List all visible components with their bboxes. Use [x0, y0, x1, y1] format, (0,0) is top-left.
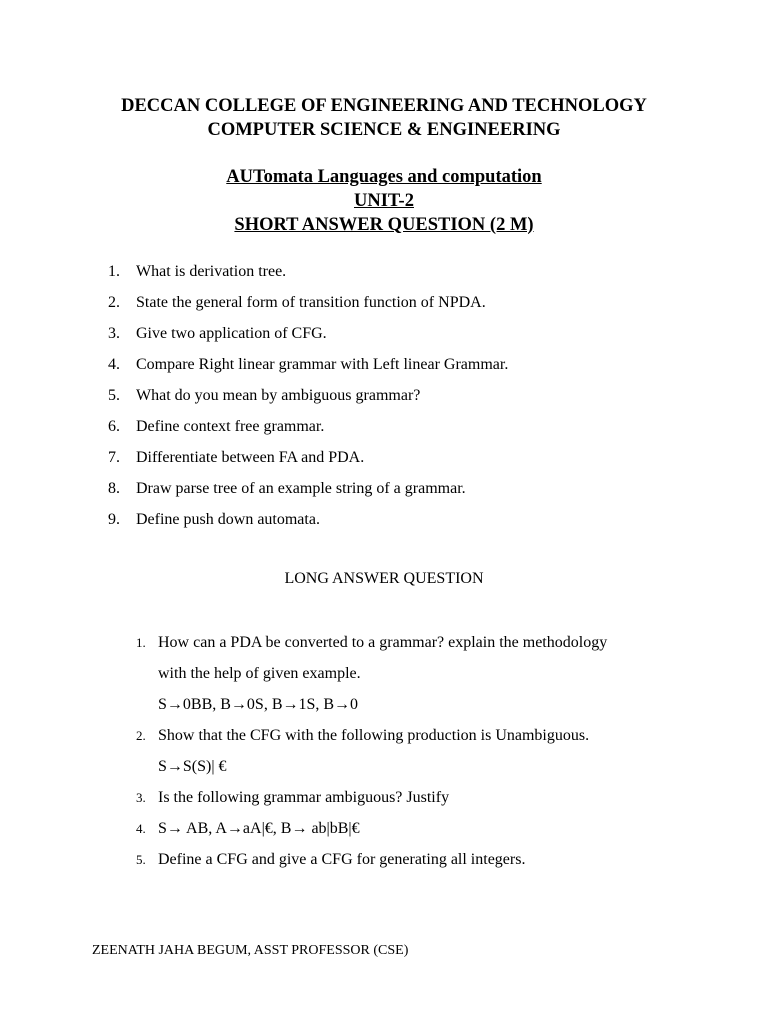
- list-item: [108, 473, 728, 504]
- list-item: [108, 411, 728, 442]
- item-number: 2.: [108, 294, 120, 311]
- list-item: [136, 720, 736, 782]
- list-item: [108, 287, 728, 318]
- subject-title: AUTomata Languages and computation: [226, 167, 542, 187]
- list-item: [108, 504, 728, 535]
- list-item: [108, 442, 728, 473]
- item-number: 2.: [136, 728, 146, 743]
- question-text: Draw parse tree of an example string of a grammar.: [136, 480, 466, 497]
- item-number: 5.: [108, 387, 120, 404]
- question-text: Define a CFG and give a CFG for generating all integers.: [158, 851, 526, 868]
- question-text: How can a PDA be converted to a grammar? explain the methodology: [158, 634, 608, 651]
- list-item: [136, 782, 736, 813]
- item-number: 8.: [108, 480, 120, 497]
- unit-title: UNIT-2: [354, 191, 414, 211]
- department-name: COMPUTER SCIENCE & ENGINEERING: [207, 120, 561, 140]
- item-number: 4.: [108, 356, 120, 373]
- item-number: 3.: [108, 325, 120, 342]
- question-text: What is derivation tree.: [136, 263, 287, 280]
- question-text: What do you mean by ambiguous grammar?: [136, 387, 421, 404]
- question-text: Is the following grammar ambiguous? Justify: [158, 789, 450, 806]
- list-item: [136, 844, 736, 875]
- grammar-production: S→0BB, B→0S, B→1S, B→0: [158, 696, 359, 713]
- question-text: Show that the CFG with the following production is Unambiguous.: [158, 727, 590, 744]
- item-number: 1.: [136, 635, 146, 650]
- item-number: 5.: [136, 852, 146, 867]
- item-number: 4.: [136, 821, 146, 836]
- question-text: Define context free grammar.: [136, 418, 325, 435]
- question-text: State the general form of transition function of NPDA.: [136, 294, 486, 311]
- college-name: DECCAN COLLEGE OF ENGINEERING AND TECHNOLOGY: [121, 96, 647, 116]
- long-answer-list: [136, 627, 736, 875]
- list-item: [136, 627, 736, 720]
- item-number: 6.: [108, 418, 120, 435]
- grammar-production: S→S(S)| €: [158, 758, 227, 775]
- short-answer-list: [108, 256, 728, 535]
- item-number: 9.: [108, 511, 120, 528]
- course-info: [0, 165, 768, 237]
- list-item: [136, 813, 736, 844]
- item-number: 7.: [108, 449, 120, 466]
- grammar-production: S→ AB, A→aA|€, B→ ab|bB|€: [158, 820, 360, 837]
- question-text: Differentiate between FA and PDA.: [136, 449, 365, 466]
- author-footer: ZEENATH JAHA BEGUM, ASST PROFESSOR (CSE): [92, 943, 409, 958]
- item-number: 3.: [136, 790, 146, 805]
- short-answer-heading: SHORT ANSWER QUESTION (2 M): [234, 215, 534, 235]
- list-item: [108, 256, 728, 287]
- question-text: Give two application of CFG.: [136, 325, 327, 342]
- list-item: [108, 318, 728, 349]
- list-item: [108, 380, 728, 411]
- item-number: 1.: [108, 263, 120, 280]
- document-header: [0, 94, 768, 142]
- list-item: [108, 349, 728, 380]
- question-text: Compare Right linear grammar with Left linear Grammar.: [136, 356, 509, 373]
- question-text: with the help of given example.: [158, 665, 361, 682]
- question-text: Define push down automata.: [136, 511, 320, 528]
- long-answer-heading: LONG ANSWER QUESTION: [284, 570, 484, 587]
